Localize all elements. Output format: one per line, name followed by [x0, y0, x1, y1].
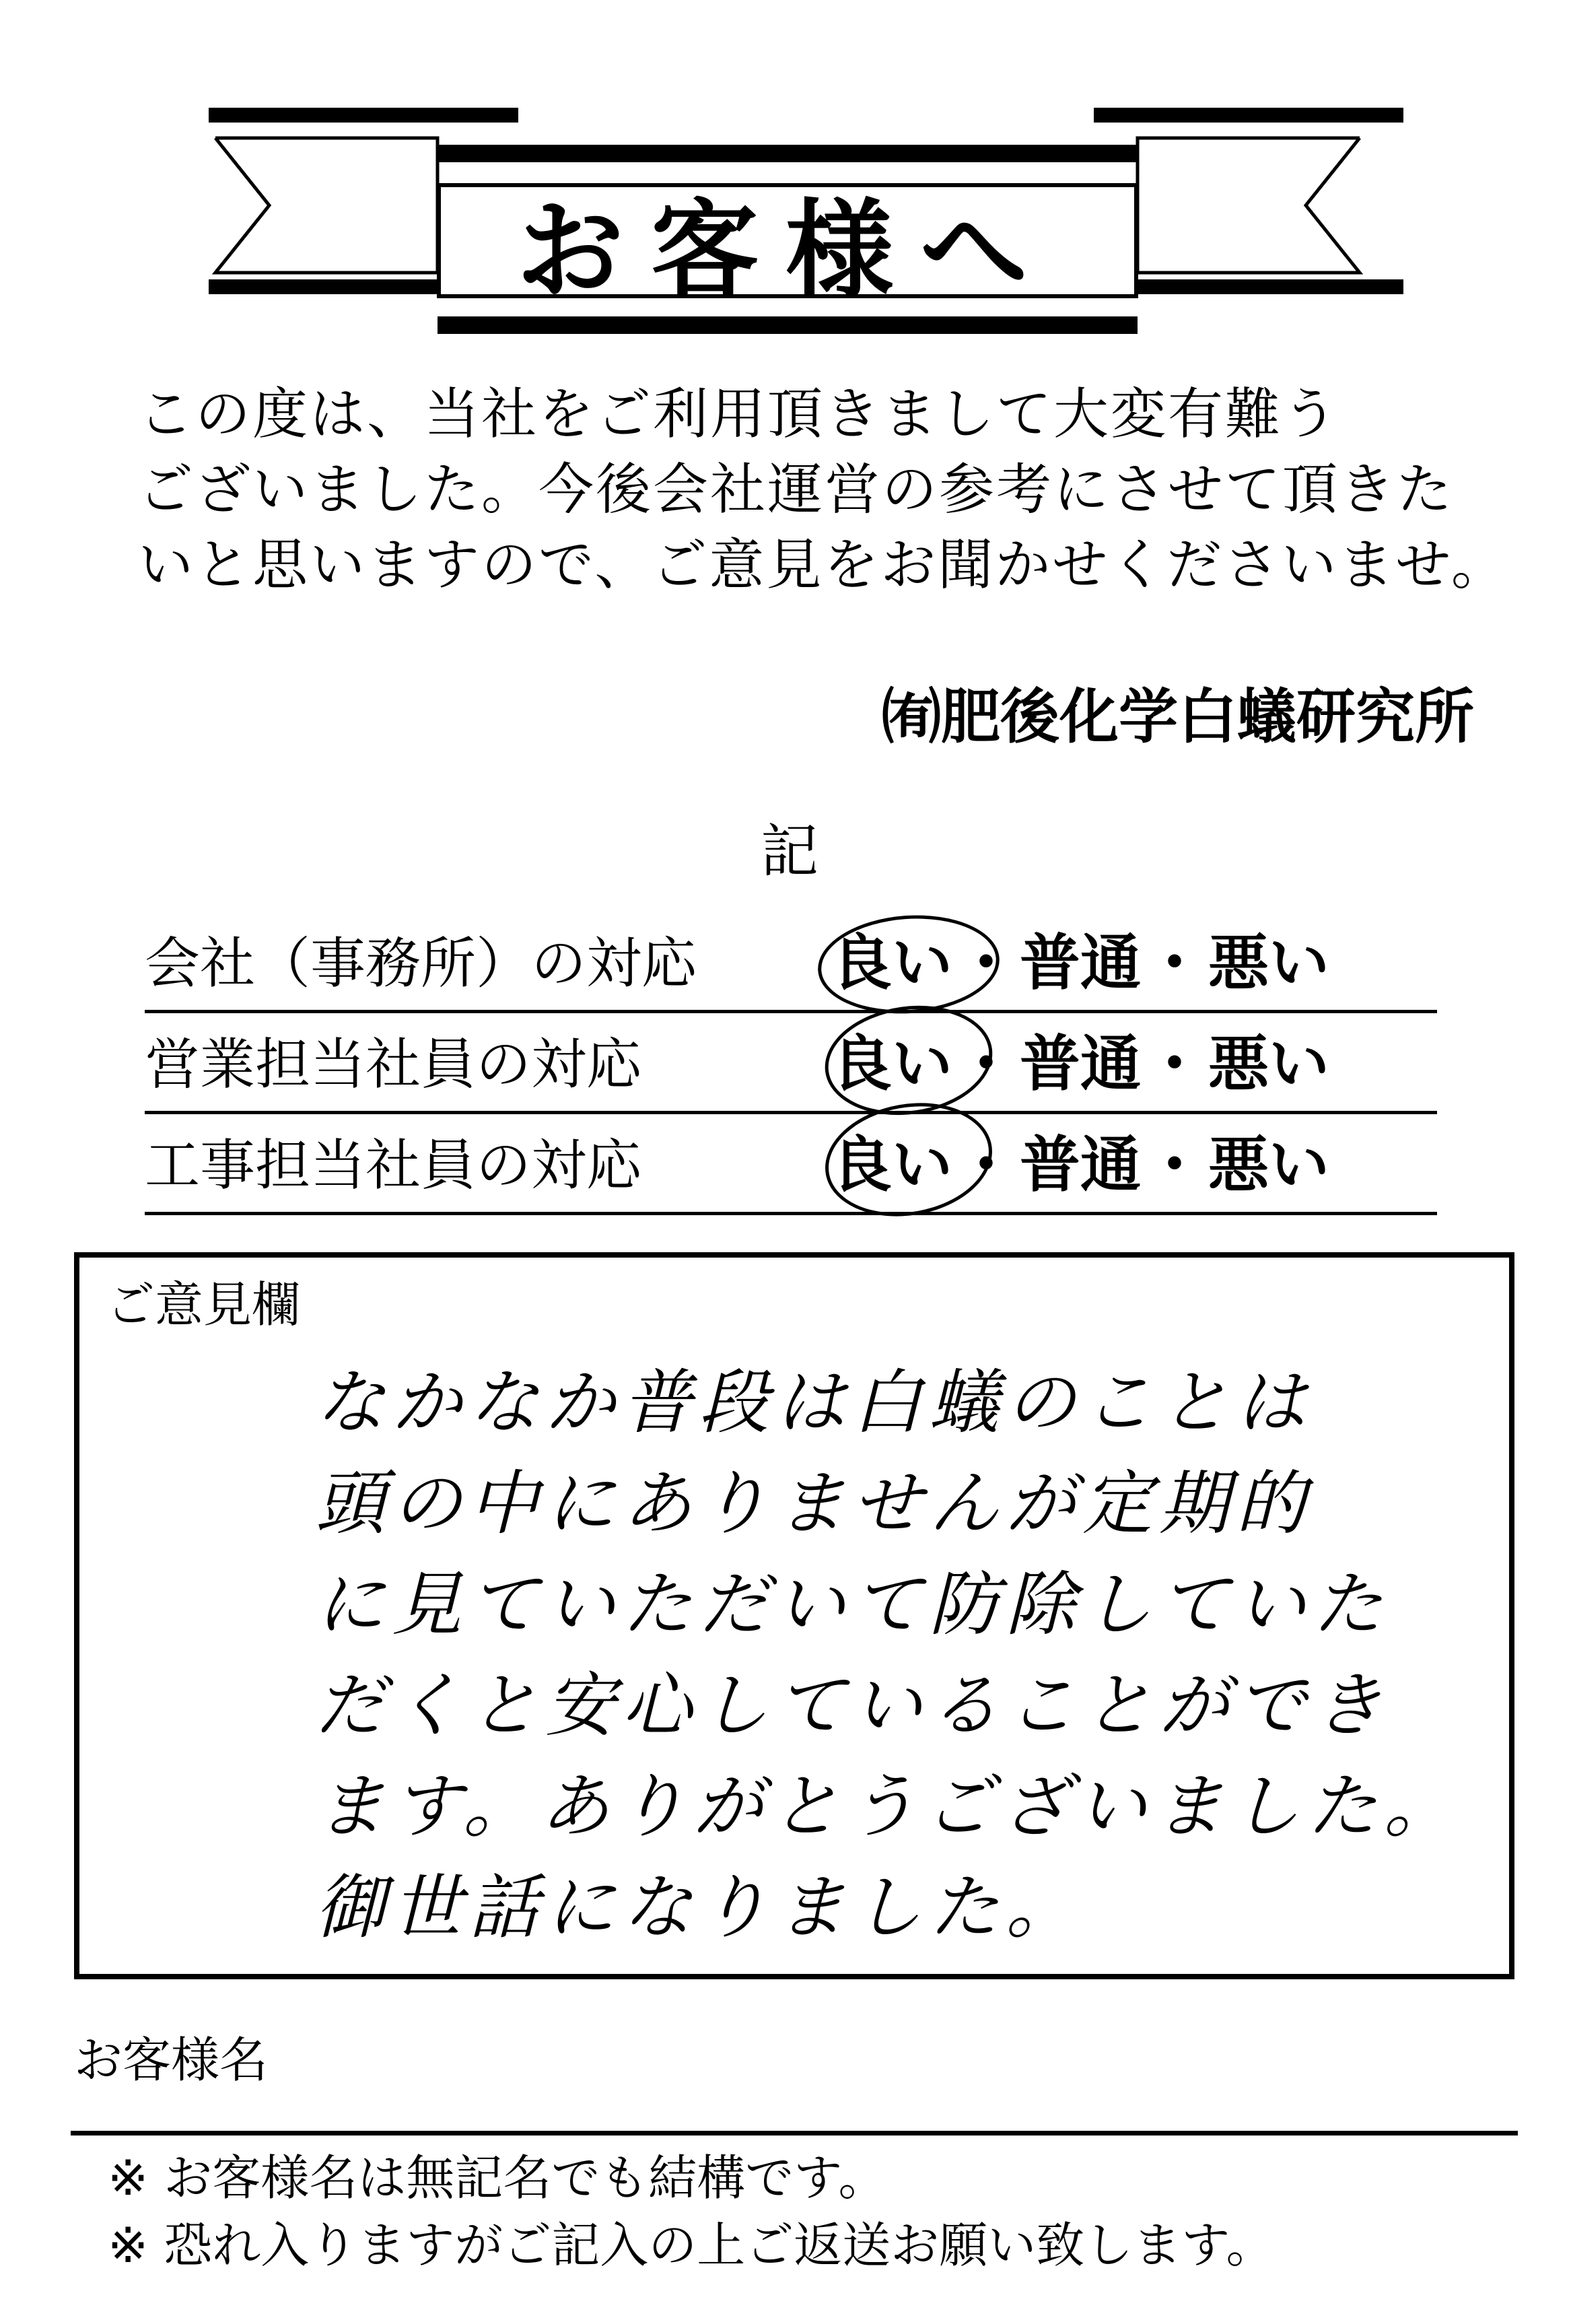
separator: ・: [956, 1130, 1016, 1200]
option-bad[interactable]: 悪い: [1208, 1029, 1329, 1099]
customer-name-label: お客様名: [74, 2032, 269, 2088]
ki-heading: 記: [761, 818, 818, 885]
note-line: ※ 恐れ入りますがご記入の上ご返送お願い致します。: [108, 2217, 1275, 2274]
rating-label: 会社（事務所）の対応: [145, 932, 697, 996]
option-bad[interactable]: 悪い: [1208, 1130, 1329, 1200]
opinion-label: ご意見欄: [106, 1276, 301, 1333]
company-name: ㈲肥後化学白蟻研究所: [881, 682, 1474, 751]
rating-options: [831, 924, 1329, 1002]
separator: ・: [956, 928, 1016, 998]
option-normal[interactable]: 普通: [1020, 1029, 1141, 1099]
separator: ・: [956, 1029, 1016, 1099]
option-good[interactable]: 良い: [831, 1029, 952, 1099]
row-divider: [145, 1212, 1437, 1215]
note-line: ※ お客様名は無記名でも結構です。: [108, 2150, 887, 2206]
intro-line: いと思いますので、ご意見をお聞かせくださいませ。: [138, 533, 1508, 597]
option-good[interactable]: 良い: [831, 1130, 952, 1200]
rating-row-sales: [145, 1013, 1437, 1114]
comment-line: だくと安心していることができ: [315, 1664, 1390, 1746]
separator: ・: [1144, 1130, 1205, 1200]
option-normal[interactable]: 普通: [1020, 1130, 1141, 1200]
intro-line: この度は、当社をご利用頂きまして大変有難う: [138, 382, 1340, 446]
comment-line: 頭の中にありませんが定期的: [315, 1462, 1313, 1544]
comment-line: なかなか普段は白蟻のことは: [315, 1361, 1313, 1443]
footer-notes: [108, 2144, 1274, 2279]
option-normal[interactable]: 普通: [1020, 928, 1141, 998]
rating-row-construction: [145, 1114, 1437, 1215]
page-title: お客様へ: [516, 187, 1055, 314]
comment-line: ます。ありがとうございました。: [315, 1765, 1461, 1847]
customer-name-field[interactable]: [71, 2131, 1518, 2135]
rating-options: [831, 1025, 1329, 1103]
separator: ・: [1144, 1029, 1205, 1099]
rating-options: [831, 1126, 1329, 1204]
rating-label: 営業担当社員の対応: [145, 1033, 642, 1097]
rating-label: 工事担当社員の対応: [145, 1134, 642, 1198]
separator: ・: [1144, 928, 1205, 998]
intro-line: ございました。今後会社運営の参考にさせて頂きた: [138, 458, 1455, 522]
comment-line: に見ていただいて防除していた: [315, 1563, 1390, 1645]
opinion-box[interactable]: [74, 1252, 1514, 1979]
rating-row-office: [145, 912, 1437, 1013]
comment-line: 御世話になりました。: [315, 1866, 1083, 1948]
intro-paragraph: [138, 377, 1508, 603]
option-good[interactable]: 良い: [831, 928, 952, 998]
handwritten-comment: [315, 1352, 1500, 1958]
option-bad[interactable]: 悪い: [1208, 928, 1329, 998]
